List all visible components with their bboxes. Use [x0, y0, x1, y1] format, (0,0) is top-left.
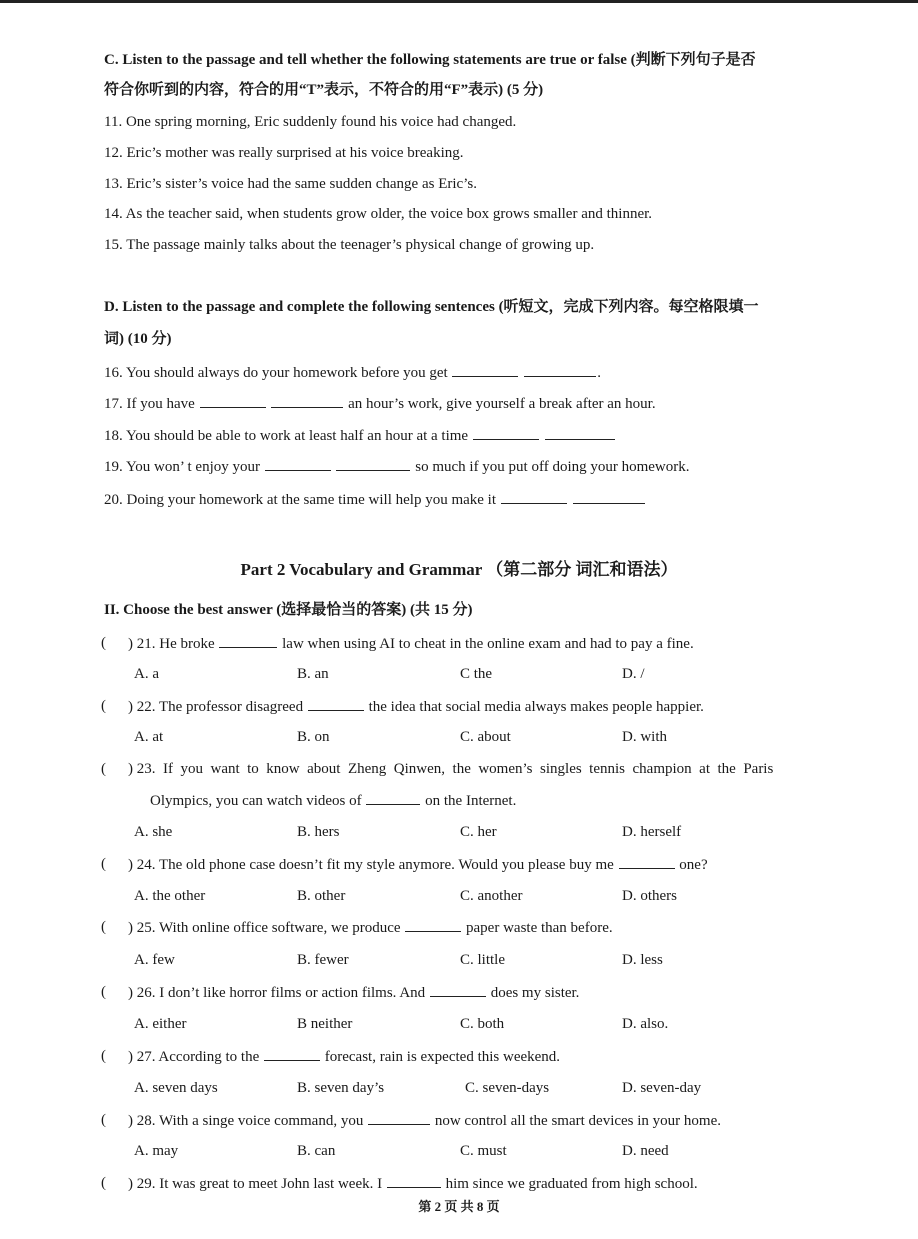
option-28-a[interactable]: A. may [134, 1143, 179, 1159]
page-footer: 第 2 页 共 8 页 [418, 1199, 500, 1214]
sentence-20: 20. Doing your homework at the same time will help you make it [104, 489, 646, 510]
section-c-heading-line2: 符合你听到的内容，符合的用“T”表示，不符合的用“F”表示) (5 分) [104, 82, 544, 98]
part-2-title: Part 2 Vocabulary and Grammar （第二部分 词汇和语法） [240, 560, 678, 579]
question-blank-21 [219, 633, 277, 648]
question-28: ) 28. With a singe voice command, you now control all the smart devices in your home. [128, 1110, 721, 1131]
option-27-d[interactable]: D. seven-day [622, 1080, 702, 1096]
question-blank-23 [366, 790, 420, 805]
option-21-a[interactable]: A. a [134, 666, 159, 682]
section-d-heading: D. Listen to the passage and complete the following sentences (听短文，完成下列内容。每空格限填一 [104, 299, 759, 315]
question-blank-28 [368, 1110, 430, 1125]
answer-blank-20a[interactable] [501, 489, 567, 504]
answer-blank-20b[interactable] [573, 489, 645, 504]
option-24-d[interactable]: D. others [622, 888, 677, 904]
answer-paren-23[interactable]: ( [101, 761, 106, 777]
answer-paren-29[interactable]: ( [101, 1175, 106, 1191]
option-24-a[interactable]: A. the other [134, 888, 206, 904]
option-25-d[interactable]: D. less [622, 952, 663, 968]
question-23-line2: Olympics, you can watch videos of on the Internet. [150, 790, 516, 811]
question-21: ) 21. He broke law when using AI to cheat in the online exam and had to pay a fine. [128, 633, 694, 654]
question-blank-25 [405, 917, 461, 932]
option-26-c[interactable]: C. both [460, 1016, 505, 1032]
option-25-a[interactable]: A. few [134, 952, 175, 968]
answer-blank-18b[interactable] [545, 425, 615, 440]
section-ii-heading: II. Choose the best answer (选择最恰当的答案) (共 15 分) [104, 602, 473, 618]
option-27-b[interactable]: B. seven day’s [297, 1080, 385, 1096]
question-27: ) 27. According to the forecast, rain is expected this weekend. [128, 1046, 560, 1067]
option-27-a[interactable]: A. seven days [134, 1080, 218, 1096]
answer-blank-19a[interactable] [265, 456, 331, 471]
answer-paren-25[interactable]: ( [101, 919, 106, 935]
question-23: ) 23. If you want to know about Zheng Qinwen, the women’s singles tennis champion at the Paris [128, 761, 774, 777]
sentence-17: 17. If you have an hour’s work, give yourself a break after an hour. [104, 393, 656, 414]
statement-13: 13. Eric’s sister’s voice had the same sudden change as Eric’s. [104, 176, 477, 192]
option-24-c[interactable]: C. another [460, 888, 523, 904]
answer-blank-16a[interactable] [452, 362, 518, 377]
question-22: ) 22. The professor disagreed the idea that social media always makes people happier. [128, 696, 704, 717]
answer-blank-19b[interactable] [336, 456, 410, 471]
question-blank-29 [387, 1173, 441, 1188]
answer-paren-26[interactable]: ( [101, 984, 106, 1000]
answer-paren-24[interactable]: ( [101, 856, 106, 872]
option-23-d[interactable]: D. herself [622, 824, 682, 840]
question-blank-27 [264, 1046, 320, 1061]
section-c-heading-cn: (判断下列句子是否 [630, 52, 756, 68]
option-23-c[interactable]: C. her [460, 824, 497, 840]
statement-12: 12. Eric’s mother was really surprised at his voice breaking. [104, 145, 464, 161]
question-blank-24 [619, 854, 675, 869]
statement-11: 11. One spring morning, Eric suddenly found his voice had changed. [104, 114, 517, 130]
option-28-b[interactable]: B. can [297, 1143, 336, 1159]
option-27-c[interactable]: C. seven-days [465, 1080, 550, 1096]
statement-15: 15. The passage mainly talks about the teenager’s physical change of growing up. [104, 237, 595, 253]
answer-blank-16b[interactable] [524, 362, 596, 377]
answer-paren-22[interactable]: ( [101, 698, 106, 714]
section-d-heading-line2: 词) (10 分) [104, 331, 172, 347]
question-blank-22 [308, 696, 364, 711]
section-c-heading [104, 50, 756, 70]
option-22-a[interactable]: A. at [134, 729, 164, 745]
option-28-c[interactable]: C. must [460, 1143, 507, 1159]
sentence-18: 18. You should be able to work at least half an hour at a time [104, 425, 616, 446]
question-blank-26 [430, 982, 486, 997]
answer-paren-21[interactable]: ( [101, 635, 106, 651]
option-22-b[interactable]: B. on [297, 729, 330, 745]
section-c-heading-en: C. Listen to the passage and tell whether the following statements are true or false [104, 52, 627, 68]
option-25-b[interactable]: B. fewer [297, 952, 349, 968]
option-24-b[interactable]: B. other [297, 888, 346, 904]
option-22-d[interactable]: D. with [622, 729, 667, 745]
option-22-c[interactable]: C. about [460, 729, 511, 745]
option-26-a[interactable]: A. either [134, 1016, 187, 1032]
answer-blank-17b[interactable] [271, 393, 343, 408]
option-21-b[interactable]: B. an [297, 666, 329, 682]
statement-14: 14. As the teacher said, when students grow older, the voice box grows smaller and thinner. [104, 206, 653, 222]
question-25: ) 25. With online office software, we produce paper waste than before. [128, 917, 613, 938]
option-26-b[interactable]: B neither [297, 1016, 353, 1032]
option-21-d[interactable]: D. / [622, 666, 645, 682]
answer-blank-18a[interactable] [473, 425, 539, 440]
sentence-16: 16. You should always do your homework before you get . [104, 362, 601, 383]
question-26: ) 26. I don’t like horror films or action films. And does my sister. [128, 982, 579, 1003]
question-24: ) 24. The old phone case doesn’t fit my style anymore. Would you please buy me one? [128, 854, 708, 875]
top-border [0, 0, 918, 3]
option-26-d[interactable]: D. also. [622, 1016, 669, 1032]
option-21-c[interactable]: C the [460, 666, 493, 682]
option-25-c[interactable]: C. little [460, 952, 505, 968]
answer-paren-28[interactable]: ( [101, 1112, 106, 1128]
question-29: ) 29. It was great to meet John last week. I him since we graduated from high school. [128, 1173, 698, 1194]
option-23-b[interactable]: B. hers [297, 824, 340, 840]
sentence-19: 19. You won’ t enjoy your so much if you put off doing your homework. [104, 456, 690, 477]
answer-blank-17a[interactable] [200, 393, 266, 408]
option-28-d[interactable]: D. need [622, 1143, 669, 1159]
answer-paren-27[interactable]: ( [101, 1048, 106, 1064]
option-23-a[interactable]: A. she [134, 824, 173, 840]
